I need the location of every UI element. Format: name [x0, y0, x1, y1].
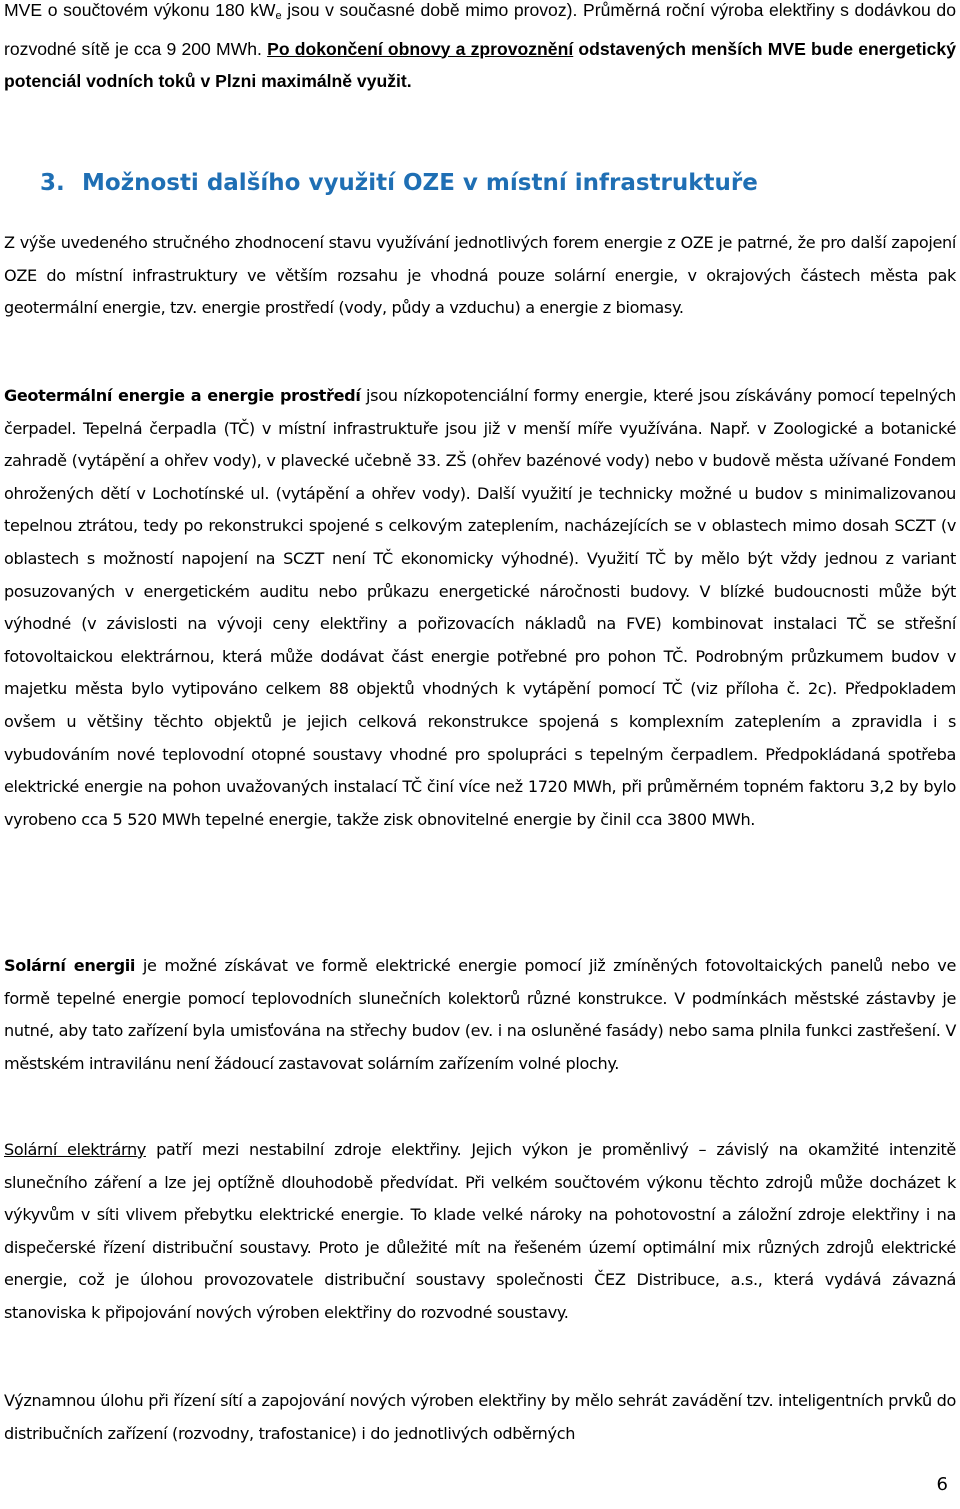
solar-plants-lead: Solární elektrárny: [4, 1140, 146, 1159]
intro-bold-text: odstavených menších MVE bude energetický potenciál vodních toků v Plzni maximálně využit.: [4, 38, 956, 91]
paragraph-solar-energy: [4, 950, 956, 1080]
section-number: 3.: [40, 170, 65, 196]
intro-paragraph: [4, 0, 956, 98]
geothermal-text: jsou nízkopotenciální formy energie, které jsou získávány pomocí tepelných čerpadel. Tepelná čerpadla (TČ) v místní infrastruktuře jsou již v menší míře využívána. Např. v Zoologické a botanické zahradě (vytápění a ohřev vody), v plavecké učebně 33. ZŠ (ohřev bazénové vody) nebo v budově města užívané Fondem ohrožených dětí v Lochotínské ul. (vytápění a ohřev vody). Další využití je technicky možné u budov s minimalizovanou tepelnou ztrátou, tedy po rekonstrukci spojené s celkovým zateplením, nacházejících se v oblastech mimo dosah SCZT (v oblastech s možností napojení na SCZT není TČ ekonomicky výhodné). Využití TČ by mělo být vždy jednou z variant posuzovaných v energetickém auditu nebo průkazu energetické náročnosti budovy. V blízké budoucnosti může být výhodné (v závislosti na vývoji ceny elektřiny a pořizovacích nákladů na FVE) kombinovat instalaci TČ se střešní fotovoltaickou elektrárnou, která může dodávat část energie potřebné pro pohon TČ. Podrobným průzkumem budov v majetku města bylo vytipováno celkem 88 objektů vhodných k vytápění pomocí TČ (viz příloha č. 2c). Předpokladem ovšem u většiny těchto objektů je jejich celková rekonstrukce spojená s komplexním zateplením a zpravidla i s vybudováním nové teplovodní otopné soustavy vhodné pro spolupráci s tepelným čerpadlem. Předpokládaná spotřeba elektrické energie na pohon uvažovaných instalací TČ činí více než 1720 MWh, při průměrném topném faktoru 3,2 by bylo vyrobeno cca 5 520 MWh tepelné energie, takže zisk obnovitelné energie by činil cca 3800 MWh.: [4, 386, 957, 829]
geothermal-lead: Geotermální energie a energie prostředí: [4, 386, 361, 405]
paragraph-geothermal: [4, 380, 956, 836]
section-heading: [40, 170, 758, 196]
paragraph-solar-plants: [4, 1134, 956, 1330]
section-title: Možnosti dalšího využití OZE v místní infrastruktuře: [82, 170, 758, 196]
paragraph-smart-grid: Významnou úlohu při řízení sítí a zapojování nových výroben elektřiny by mělo sehrát zavádění tzv. inteligentních prvků do distribučních zařízení (rozvodny, trafostanice) i do jednotlivých odběrných: [4, 1391, 956, 1443]
page-number: 6: [936, 1474, 948, 1495]
paragraph-oze-summary: Z výše uvedeného stručného zhodnocení stavu využívání jednotlivých forem energie z OZE je patrné, že pro další zapojení OZE do místní infrastruktury ve větším rozsahu je vhodná pouze solární energie, v okrajových částech města pak geotermální energie, tzv. energie prostředí (vody, půdy a vzduchu) a energie z biomasy.: [4, 233, 956, 318]
intro-text-b: jsou v současné době mimo provoz). Průměrná roční výroba elektřiny s dodávkou do rozvodné sítě je cca 9 200 MWh.: [4, 0, 956, 59]
intro-subscript: e: [275, 10, 282, 22]
solar-energy-lead: Solární energii: [4, 956, 136, 975]
intro-bold-underlined: Po dokončení obnovy a zprovoznění: [267, 38, 574, 59]
document-page: [4, 0, 956, 1509]
solar-energy-text: je možné získávat ve formě elektrické energie pomocí již zmíněných fotovoltaických panelů nebo ve formě tepelné energie pomocí teplovodních slunečních kolektorů různé konstrukce. V podmínkách městské zástavby je nutné, aby tato zařízení byla umisťována na střechy budov (ev. i na osluněné fasády) nebo sama plnila funkci zastřešení. V městském intravilánu není žádoucí zastavovat solárním zařízením volné plochy.: [4, 956, 956, 1073]
solar-plants-text: patří mezi nestabilní zdroje elektřiny. Jejich výkon je proměnlivý – závislý na okamžité intenzitě slunečního záření a lze jej optížně dlouhodobě předvídat. Při velkém součtovém výkonu těchto zdrojů může docházet k výkyvům v síti vlivem přebytku elektrické energie. To klade velké nároky na pohotovostní a záložní zdroje elektřiny i na dispečerské řízení distribuční soustavy. Proto je důležité mít na řešeném území optimální mix různých zdrojů elektrické energie, což je úlohou provozovatele distribuční soustavy společnosti ČEZ Distribuce, a.s., která vydává závazná stanoviska k připojování nových výroben elektřiny do rozvodné soustavy.: [4, 1140, 956, 1322]
intro-text-a: MVE o součtovém výkonu 180 kW: [4, 0, 276, 20]
